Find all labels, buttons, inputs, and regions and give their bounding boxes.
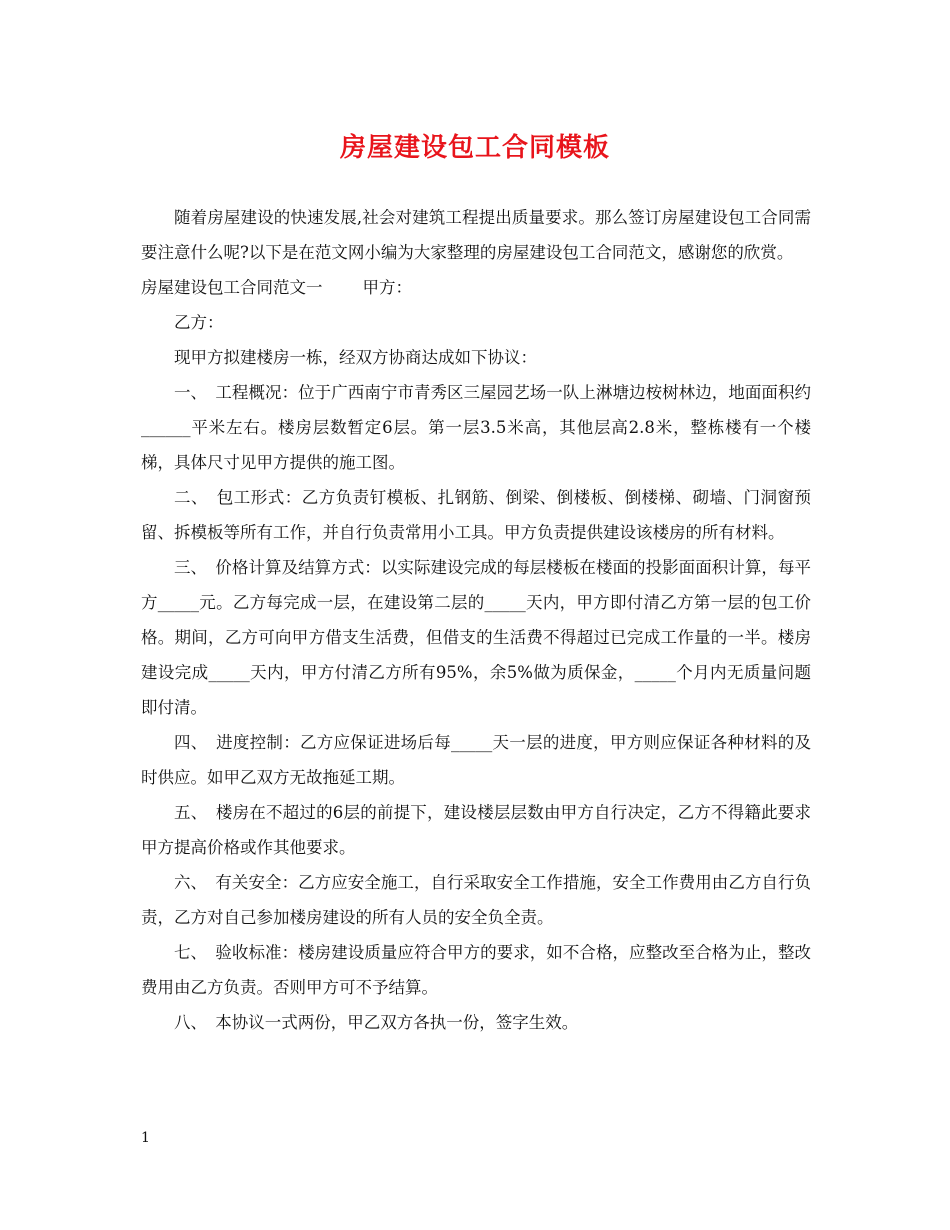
page-number: 1 <box>141 1130 150 1146</box>
clause-8: 八、 本协议一式两份，甲乙双方各执一份，签字生效。 <box>174 1013 579 1032</box>
party-b-label: 乙方： <box>174 313 224 332</box>
preamble-paragraph: 现甲方拟建楼房一栋，经双方协商达成如下协议： <box>174 348 537 367</box>
party-a-label: 甲方： <box>362 278 412 297</box>
document-title: 房屋建设包工合同模板 <box>339 133 610 163</box>
clause-5: 五、 楼房在不超过的6层的前提下，建设楼层层数由甲方自行决定，乙方不得籍此要求甲方提高价格或作其他要求。 <box>141 803 811 857</box>
clause-3: 三、 价格计算及结算方式：以实际建设完成的每层楼板在楼面的投影面面积计算，每平方_____元。乙方每完成一层，在建设第二层的_____天内，甲方即付清乙方第一层的包工价格。期间，乙方可向甲方借支生活费，但借支的生活费不得超过已完成工作量的一半。楼房建设完成_____天内，甲方付清乙方所有95%，余5%做为质保金，_____个月内无质量问题即付清。 <box>141 558 811 717</box>
document-body <box>141 200 811 1040</box>
sample-heading: 房屋建设包工合同范文一 <box>141 278 323 297</box>
sample-heading-line <box>141 270 811 305</box>
clause-7: 七、 验收标准：楼房建设质量应符合甲方的要求，如不合格，应整改至合格为止，整改费用由乙方负责。否则甲方可不予结算。 <box>141 943 811 997</box>
clause-1: 一、 工程概况：位于广西南宁市青秀区三屋园艺场一队上淋塘边桉树林边，地面面积约______平米左右。楼房层数暂定6层。第一层3.5米高，其他层高2.8米，整栋楼有一个楼梯，具体尺寸见甲方提供的施工图。 <box>141 383 811 472</box>
intro-paragraph: 随着房屋建设的快速发展,社会对建筑工程提出质量要求。那么签订房屋建设包工合同需要注意什么呢?以下是在范文网小编为大家整理的房屋建设包工合同范文，感谢您的欣赏。 <box>141 208 811 262</box>
clause-2: 二、 包工形式：乙方负责钉模板、扎钢筋、倒梁、倒楼板、倒楼梯、砌墙、门洞窗预留、拆模板等所有工作，并自行负责常用小工具。甲方负责提供建设该楼房的所有材料。 <box>141 488 811 542</box>
clause-6: 六、 有关安全：乙方应安全施工，自行采取安全工作措施，安全工作费用由乙方自行负责，乙方对自己参加楼房建设的所有人员的安全负全责。 <box>141 873 811 927</box>
clause-4: 四、 进度控制：乙方应保证进场后每_____天一层的进度，甲方则应保证各种材料的及时供应。如甲乙双方无故拖延工期。 <box>141 733 811 787</box>
